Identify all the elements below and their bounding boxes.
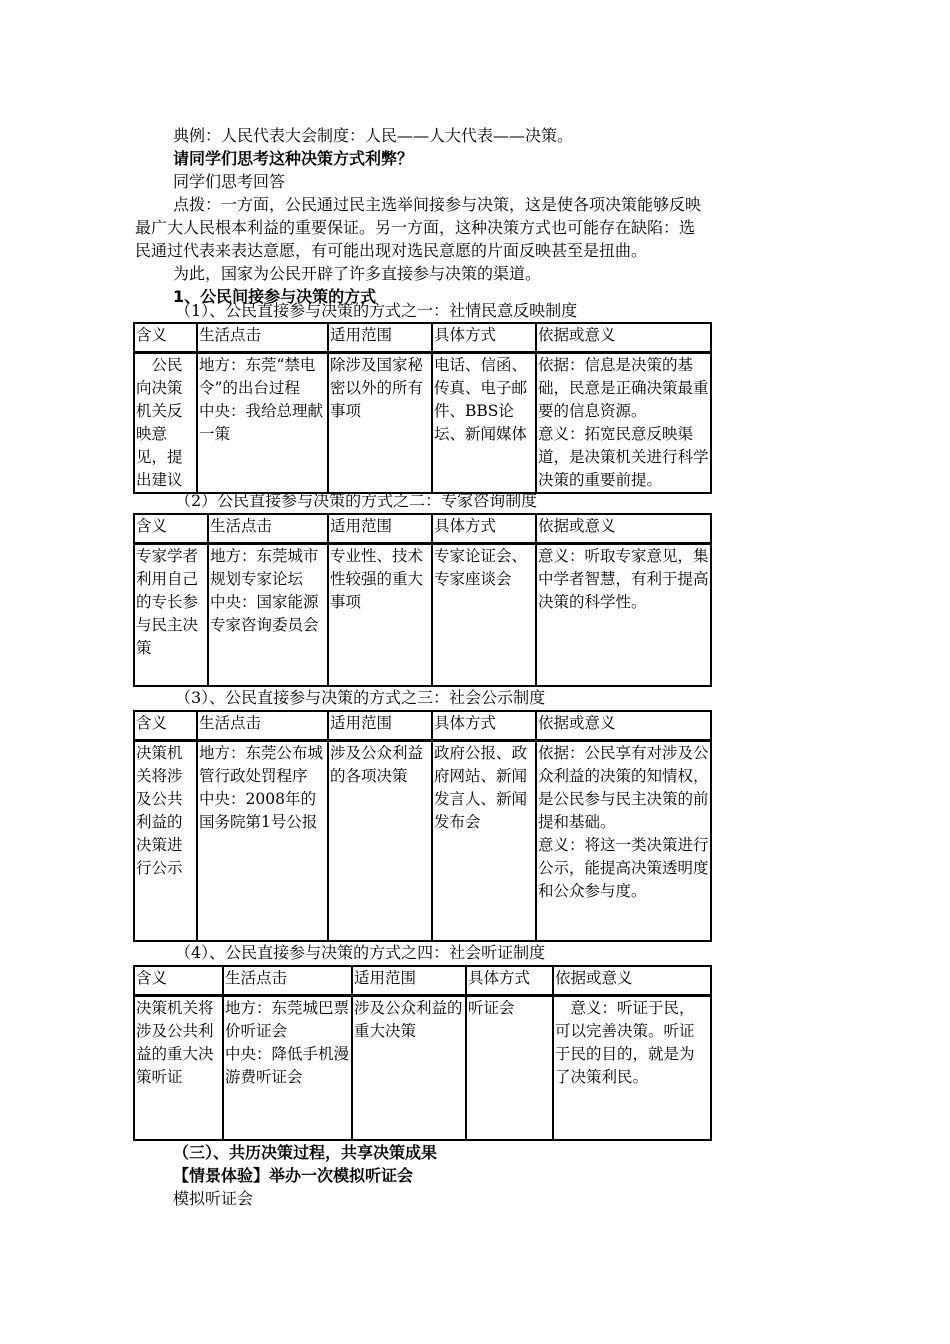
header-meaning: 含义 (134, 966, 223, 996)
cell-basis: 意义：听证于民，可以完善决策。听证于民的目的，就是为了决策利民。 (553, 996, 711, 1141)
header-life-example: 生活点击 (197, 323, 328, 353)
cell-meaning: 专家学者利用自己的专长参与民主决策 (134, 544, 208, 687)
cell-method: 听证会 (466, 996, 553, 1141)
cell-method: 电话、信函、传真、电子邮件、BBS论坛、新闻媒体 (432, 353, 536, 494)
table-1 (133, 322, 712, 494)
header-basis: 依据或意义 (536, 323, 711, 353)
subsection-heading: （三）、共历决策过程，共享决策成果 (173, 1143, 438, 1162)
cell-meaning: 决策机关将涉及公共利益的重大决策听证 (134, 996, 223, 1141)
therefore-line: 为此，国家为公民开辟了许多直接参与决策的渠道。 (173, 264, 542, 283)
cell-scope: 除涉及国家秘密以外的所有事项 (328, 353, 432, 494)
section-heading: 1、公民间接参与决策的方式 (173, 287, 377, 306)
cell-scope: 涉及公众利益的各项决策 (328, 741, 432, 942)
table-2 (133, 513, 712, 687)
header-method: 具体方式 (432, 514, 536, 544)
answer-line: 同学们思考回答 (173, 172, 286, 191)
header-meaning: 含义 (134, 711, 197, 741)
example-line: 典例：人民代表大会制度：人民——人大代表——决策。 (173, 126, 574, 145)
hint-paragraph: 点拨：一方面，公民通过民主选举间接参与决策，这是使各项决策能够反映最广大人民根本利益的重要保证。另一方面，这种决策方式也可能存在缺陷：选民通过代表来表达意愿，有可能出现对选民意愿的片面反映甚至是扭曲。 (135, 195, 702, 260)
table-3 (133, 710, 712, 942)
cell-scope: 专业性、技术性较强的重大事项 (328, 544, 432, 687)
cell-life-example: 地方：东莞城市规划专家论坛 中央：国家能源专家咨询委员会 (208, 544, 328, 687)
header-scope: 适用范围 (352, 966, 466, 996)
table3-caption: （3）、公民直接参与决策的方式之三：社会公示制度 (175, 688, 546, 707)
header-scope: 适用范围 (328, 323, 432, 353)
header-meaning: 含义 (134, 323, 197, 353)
cell-basis: 意义：听取专家意见，集中学者智慧，有利于提高决策的科学性。 (536, 544, 711, 687)
cell-meaning: 公民向决策机关反映意见，提出建议 (134, 353, 197, 494)
cell-life-example: 地方：东莞“禁电令”的出台过程 中央：我给总理献一策 (197, 353, 328, 494)
cell-method: 政府公报、政府网站、新闻发言人、新闻发布会 (432, 741, 536, 942)
cell-method: 专家论证会、专家座谈会 (432, 544, 536, 687)
cell-life-example: 地方：东莞城巴票价听证会 中央：降低手机漫游费听证会 (223, 996, 352, 1141)
header-life-example: 生活点击 (208, 514, 328, 544)
table4-caption: （4）、公民直接参与决策的方式之四：社会听证制度 (175, 943, 546, 962)
header-life-example: 生活点击 (223, 966, 352, 996)
header-method: 具体方式 (432, 323, 536, 353)
cell-basis: 依据：信息是决策的基础，民意是正确决策最重要的信息资源。 意义：拓宽民意反映渠道，是决策机关进行科学决策的重要前提。 (536, 353, 711, 494)
cell-meaning: 决策机关将涉及公共利益的决策进行公示 (134, 741, 197, 942)
header-method: 具体方式 (466, 966, 553, 996)
table-4 (133, 965, 712, 1141)
table1-caption: （1）、公民直接参与决策的方式之一：社情民意反映制度 (175, 301, 578, 320)
header-basis: 依据或意义 (536, 711, 711, 741)
question-line: 请同学们思考这种决策方式利弊？ (173, 149, 414, 168)
header-meaning: 含义 (134, 514, 208, 544)
header-scope: 适用范围 (328, 514, 432, 544)
table2-caption: （2）公民直接参与决策的方式之二：专家咨询制度 (175, 491, 538, 510)
header-method: 具体方式 (432, 711, 536, 741)
scenario-heading: 【情景体验】举办一次模拟听证会 (173, 1166, 414, 1185)
cell-life-example: 地方：东莞公布城管行政处罚程序 中央：2008年的国务院第1号公报 (197, 741, 328, 942)
cell-scope: 涉及公众利益的重大决策 (352, 996, 466, 1141)
cell-basis: 依据：公民享有对涉及公众利益的决策的知情权，是公民参与民主决策的前提和基础。 意义：将这一类决策进行公示，能提高决策透明度和公众参与度。 (536, 741, 711, 942)
header-scope: 适用范围 (328, 711, 432, 741)
header-life-example: 生活点击 (197, 711, 328, 741)
header-basis: 依据或意义 (536, 514, 711, 544)
closing-line: 模拟听证会 (173, 1189, 254, 1208)
header-basis: 依据或意义 (553, 966, 711, 996)
